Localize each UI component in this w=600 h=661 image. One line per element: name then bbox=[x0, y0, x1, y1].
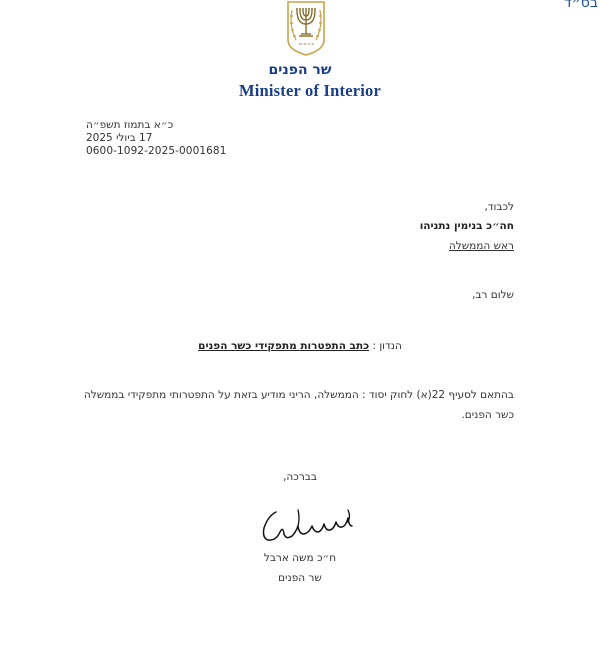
date-hebrew: כ״א בתמוז תשפ״ה bbox=[86, 119, 174, 131]
subject-label: הנדון : bbox=[372, 340, 402, 352]
office-title-english: Minister of Interior bbox=[238, 81, 382, 100]
signer-title: שר הפנים bbox=[278, 572, 322, 584]
office-title-hebrew: שר הפנים bbox=[268, 62, 332, 78]
body-paragraph-line-2: כשר הפנים. bbox=[461, 409, 514, 421]
recipient-title: ראש הממשלה bbox=[448, 240, 514, 252]
greeting: שלום רב, bbox=[472, 289, 514, 301]
corner-mark: בס״ד bbox=[564, 0, 598, 11]
body-paragraph-line-1: בהתאם לסעיף 22(א) לחוק יסוד : הממשלה, הריני מודיע בזאת על התפטרותי מתפקידי בממשלה bbox=[83, 389, 514, 401]
recipient-name: חה״כ בנימין נתניהו bbox=[419, 220, 514, 232]
subject-text: כתב התפטרות מתפקידי כשר הפנים bbox=[198, 340, 370, 352]
reference-number: 0600-1092-2025-0001681 bbox=[86, 145, 227, 157]
addressee-salutation: לכבוד, bbox=[484, 201, 514, 213]
date-gregorian: 17 ביולי 2025 bbox=[86, 132, 153, 144]
subject-line bbox=[0, 340, 600, 352]
signer-name: ח״כ משה ארבל bbox=[263, 552, 337, 564]
closing-phrase: בברכה, bbox=[283, 471, 317, 483]
handwritten-signature bbox=[254, 504, 364, 548]
state-emblem-icon bbox=[279, 0, 333, 56]
